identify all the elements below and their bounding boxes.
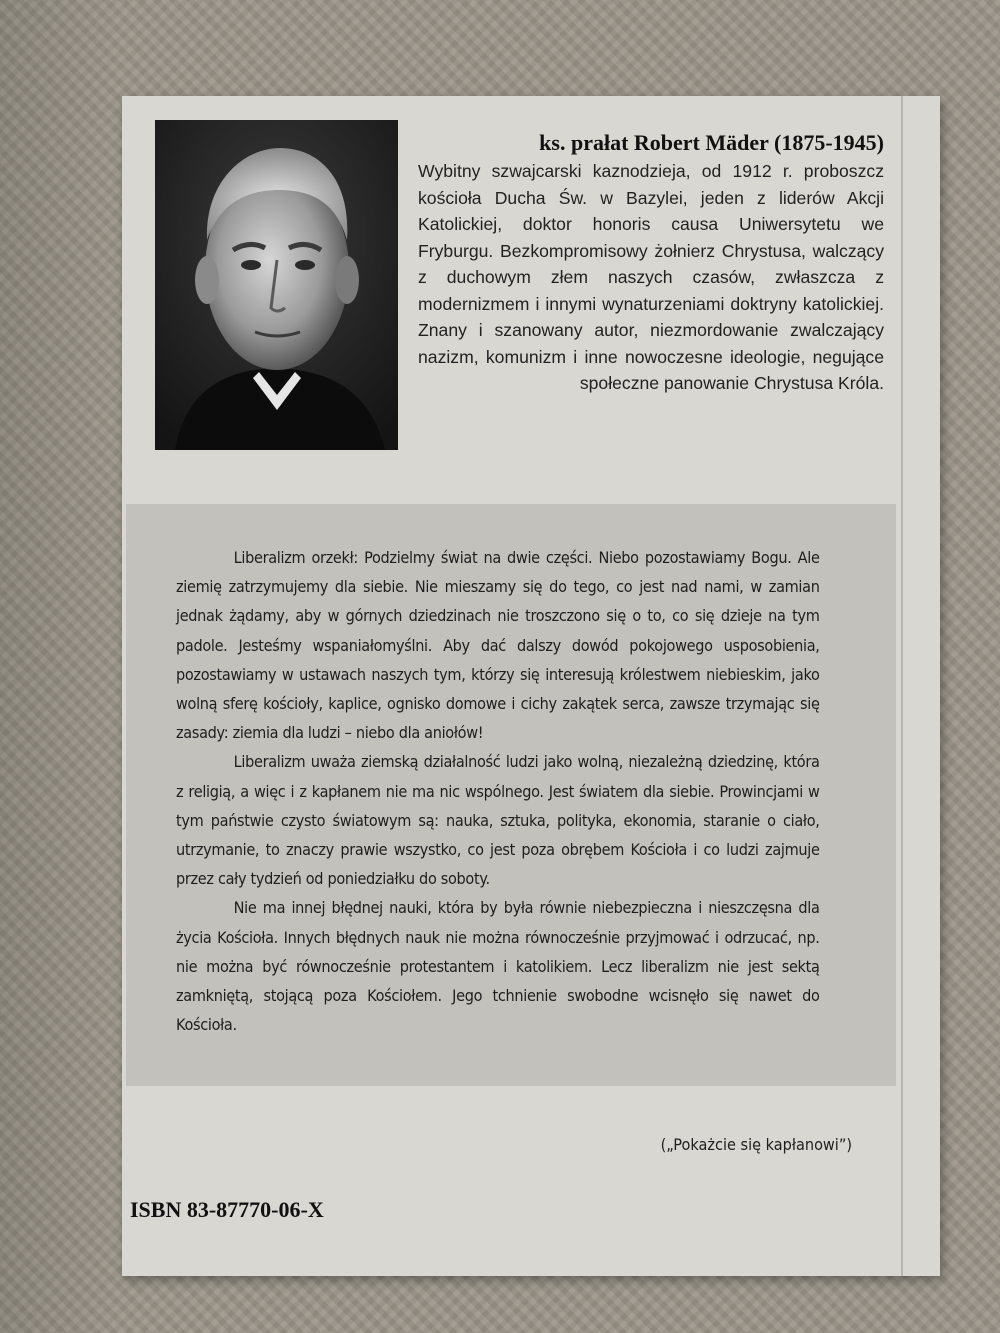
book-back-cover [122, 96, 940, 1276]
quote-paragraph: Liberalizm orzekł: Podzielmy świat na dwie części. Niebo pozostawiamy Bogu. Ale ziemię zatrzymujemy dla siebie. Nie mieszamy się do tego, co jest nad nami, w zamian jednak żądamy, aby w górnych dziedzinach nie troszczono się o to, co się dzieje na tym padole. Jesteśmy wspaniałomyślni. Aby dać dalszy dowód pokojowego usposobienia, pozostawiamy w ustawach naszych tym, którzy się interesują królestwem niebieskim, jako wolną sferę kościoły, kaplice, ognisko domowe i cichy zakątek serca, zawsze trzymając się zasady: ziemia dla ludzi – niebo dla aniołów! [176, 549, 820, 743]
quote-box [126, 504, 896, 1086]
quote-text [176, 544, 820, 1040]
author-biography: Wybitny szwajcarski kaznodzieja, od 1912 r. proboszcz kościoła Ducha Św. w Bazylei, jeden z liderów Akcji Katolickiej, doktor honoris causa Uniwersytetu we Fryburgu. Bezkompromisowy żołnierz Chrystusa, walczący z duchowym złem naszych czasów, zwłaszcza z modernizmem i innymi wynaturzeniami doktryny katolickiej. Znany i szanowany autor, niezmordowanie zwalczający nazizm, komunizm i inne nowoczesne ideologie, negujące społeczne panowanie Chrystusa Króla. [418, 161, 884, 393]
author-name: ks. prałat Robert Mäder (1875-1945) [539, 130, 884, 155]
quote-paragraph: Nie ma innej błędnej nauki, która by była równie niebezpieczna i nieszczęsna dla życia Kościoła. Innych błędnych nauk nie można równocześnie przyjmować i odrzucać, np. nie można być równocześnie protestantem i katolikiem. Lecz liberalizm nie jest sektą zamkniętą, stojącą poza Kościołem. Jego tchnienie swobodne wcisnęło się nawet do Kościoła. [176, 899, 820, 1035]
author-portrait [155, 120, 398, 450]
cover-crease [901, 96, 903, 1276]
isbn-number: ISBN 83-87770-06-X [130, 1197, 324, 1222]
quote-source: („Pokażcie się kapłanowi”) [660, 1136, 852, 1154]
cloth-background [0, 0, 120, 1333]
quote-paragraph: Liberalizm uważa ziemską działalność ludzi jako wolną, niezależną dziedzinę, która z religią, a więc i z kapłanem nie ma nic wspólnego. Jest światem dla siebie. Prowincjami w tym państwie czysto światowym są: nauka, sztuka, polityka, ekonomia, staranie o ciało, utrzymanie, to znaczy prawie wszystko, co jest poza obrębem Kościoła i co ludzi zajmuje przez cały tydzień od poniedziałku do soboty. [176, 753, 820, 889]
